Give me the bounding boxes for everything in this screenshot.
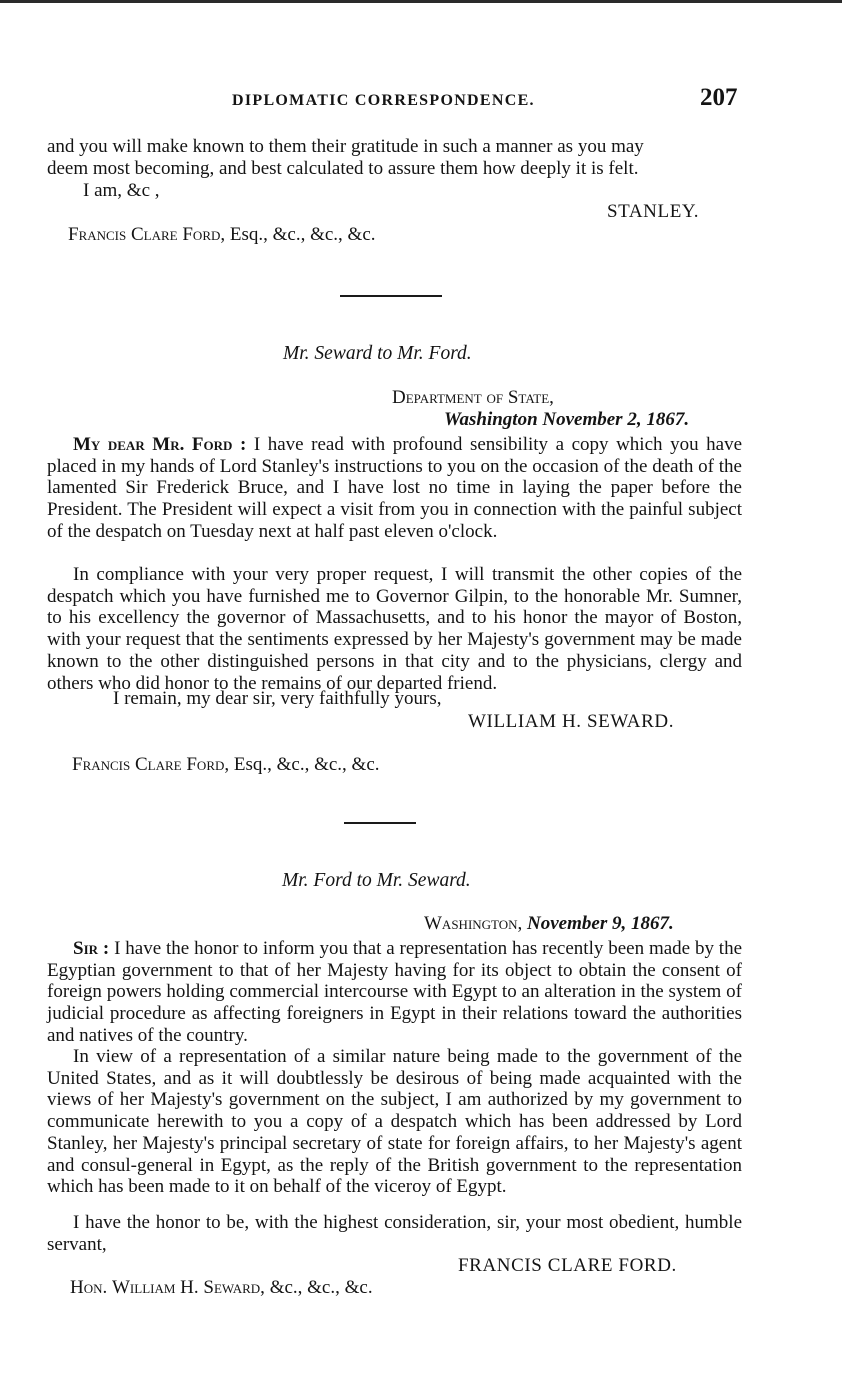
letter2-paragraph-1-text: I have read with profound sensibility a copy which you have placed in my hands of Lord Stanley's instructions to you on the occasion of the death of the lamented Sir Frederick Bruce, and I have lost no time in laying the paper before the President. The President will expect a visit from you in connection with the painful subject of the despatch on Tuesday next at half past eleven o'clock.	[47, 434, 742, 542]
letter3-date: November 9, 1867.	[527, 913, 674, 934]
letter3-addressee	[70, 1277, 373, 1299]
letter3-paragraph-1	[47, 938, 742, 1047]
letter2-department: Department of State,	[392, 387, 554, 408]
section-divider-2	[344, 822, 416, 824]
letter1-line-2: deem most becoming, and best calculated to assure them how deeply it is felt.	[47, 158, 639, 179]
letter2-closing: I remain, my dear sir, very faithfully yours,	[113, 688, 442, 709]
letter2-heading: Mr. Seward to Mr. Ford.	[283, 343, 472, 364]
letter2-addressee	[72, 754, 380, 776]
letter3-dateline	[424, 913, 674, 935]
letter1-line-1: and you will make known to them their gratitude in such a manner as you may	[47, 136, 644, 157]
letter2-place-date: Washington November 2, 1867.	[444, 409, 690, 430]
letter3-paragraph-3: I have the honor to be, with the highest consideration, sir, your most obedient, humble servant,	[47, 1212, 742, 1255]
letter3-paragraph-2: In view of a representation of a similar nature being made to the government of the United States, and as it will doubtlessly be desirous of being made acquainted with the views of her Majesty's government on the subject, I am authorized by my government to communicate herewith to you a copy of a despatch which has been addressed by Lord Stanley, her Majesty's principal secretary of state for foreign affairs, to her Majesty's agent and consul-general in Egypt, as the reply of the British government to the representation which has been made to it on behalf of the viceroy of Egypt.	[47, 1046, 742, 1198]
addressee-suffix: Esq., &c., &c., &c.	[233, 754, 380, 775]
letter2-paragraph-1	[47, 434, 742, 543]
letter1-closing: I am, &c ,	[83, 180, 160, 201]
letter3-salutation: Sir :	[73, 938, 110, 959]
addressee-suffix: Esq., &c., &c., &c.	[229, 224, 376, 245]
letter2-signature: WILLIAM H. SEWARD.	[468, 711, 675, 732]
letter1-addressee	[68, 224, 376, 246]
addressee-name: William H. Seward,	[112, 1277, 265, 1298]
addressee-name: Francis Clare Ford,	[72, 754, 230, 775]
letter3-heading: Mr. Ford to Mr. Seward.	[282, 870, 471, 891]
running-header-title: DIPLOMATIC CORRESPONDENCE.	[232, 92, 535, 109]
letter3-signature: FRANCIS CLARE FORD.	[458, 1255, 677, 1276]
letter2-salutation: My dear Mr. Ford :	[73, 434, 247, 455]
letter3-paragraph-1-text: I have the honor to inform you that a representation has recently been made by the Egyptian government to that of her Majesty having for its object to obtain the consent of foreign powers holding commercial intercourse with Egypt to an alteration in the system of judicial procedure as affecting foreigners in Egypt in their relations toward the authorities and natives of the country.	[47, 938, 743, 1046]
letter2-paragraph-2: In compliance with your very proper request, I will transmit the other copies of the despatch which you have furnished me to Governor Gilpin, to the honorable Mr. Sumner, to his excellency the governor of Massachusetts, and to his honor the mayor of Boston, with your request that the sentiments expressed by her Majesty's government may be made known to the other distinguished persons in that city and to the physicians, clergy and others who did honor to the remains of our departed friend.	[47, 564, 742, 694]
letter3-place: Washington,	[424, 913, 523, 934]
page-number: 207	[700, 84, 738, 111]
top-border-rule	[0, 0, 842, 3]
addressee-name: Francis Clare Ford,	[68, 224, 226, 245]
letter1-signature: STANLEY.	[607, 201, 700, 222]
addressee-prefix: Hon.	[70, 1277, 108, 1298]
section-divider-1	[340, 295, 442, 297]
addressee-suffix: &c., &c., &c.	[269, 1277, 373, 1298]
